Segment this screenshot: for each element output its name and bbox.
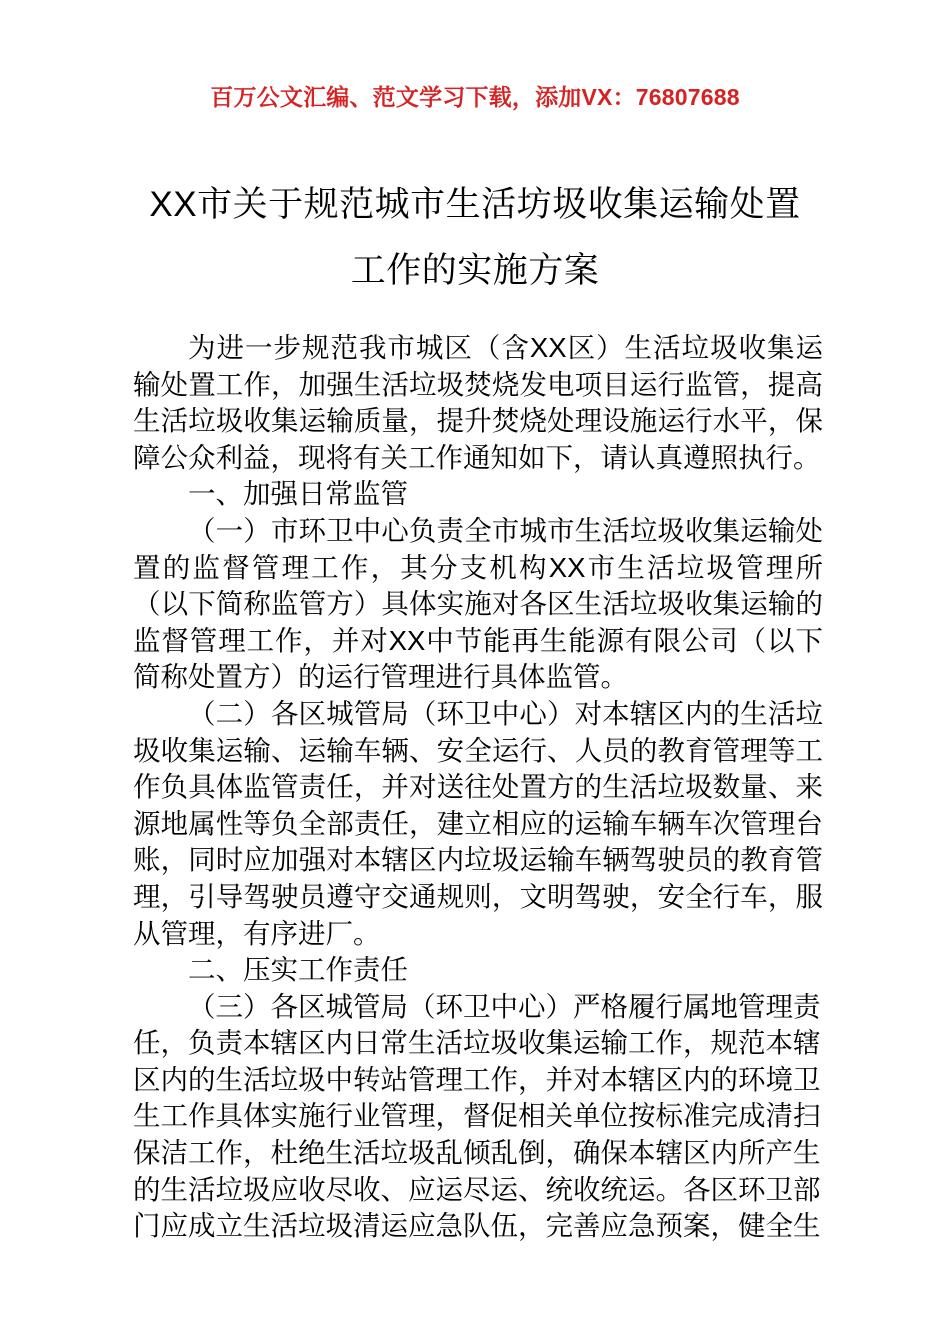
document-body: [133, 330, 823, 1245]
body-paragraph: （一）市环卫中心负责全市城市生活垃圾收集运输处置的监督管理工作，其分支机构XX市生活垃圾管理所（以下简称监管方）具体实施对各区生活垃圾收集运输的监督管理工作，并对XX中节能再生能源有限公司（以下简称处置方）的运行管理进行具体监管。: [133, 514, 823, 693]
body-paragraph: （二）各区城管局（环卫中心）对本辖区内的生活垃圾收集运输、运输车辆、安全运行、人员的教育管理等工作负具体监管责任，并对送往处置方的生活垃圾数量、来源地属性等负全部责任，建立相应的运输车辆车次管理台账，同时应加强对本辖区内垃圾运输车辆驾驶员的教育管理，引导驾驶员遵守交通规则，文明驾驶，安全行车，服从管理，有序进厂。: [133, 697, 823, 949]
body-paragraph: 为进一步规范我市城区（含XX区）生活垃圾收集运输处置工作，加强生活垃圾焚烧发电项目运行监管，提高生活垃圾收集运输质量，提升焚烧处理设施运行水平，保障公众利益，现将有关工作通知如下，请认真遵照执行。: [133, 332, 823, 473]
section-heading-2: 二、压实工作责任: [188, 954, 408, 986]
page-title: [118, 172, 832, 304]
section-heading-1: 一、加强日常监管: [188, 478, 408, 510]
page-title-line-2: 工作的实施方案: [350, 251, 600, 290]
body-paragraph: （三）各区城管局（环卫中心）严格履行属地管理责任，负责本辖区内日常生活垃圾收集运输工作，规范本辖区内的生活垃圾中转站管理工作，并对本辖区内的环境卫生工作具体实施行业管理，督促相关单位按标准完成清扫保洁工作，杜绝生活垃圾乱倾乱倒，确保本辖区内所产生的生活垃圾应收尽收、应运尽运、统收统运。各区环卫部门应成立生活垃圾清运应急队伍，完善应急预案，健全生: [133, 990, 821, 1242]
promo-banner-text: 百万公文汇编、范文学习下载，添加VX：76807688: [210, 84, 740, 110]
page-title-line-1: XX市关于规范城市生活坊圾收集运输处置: [149, 185, 801, 224]
